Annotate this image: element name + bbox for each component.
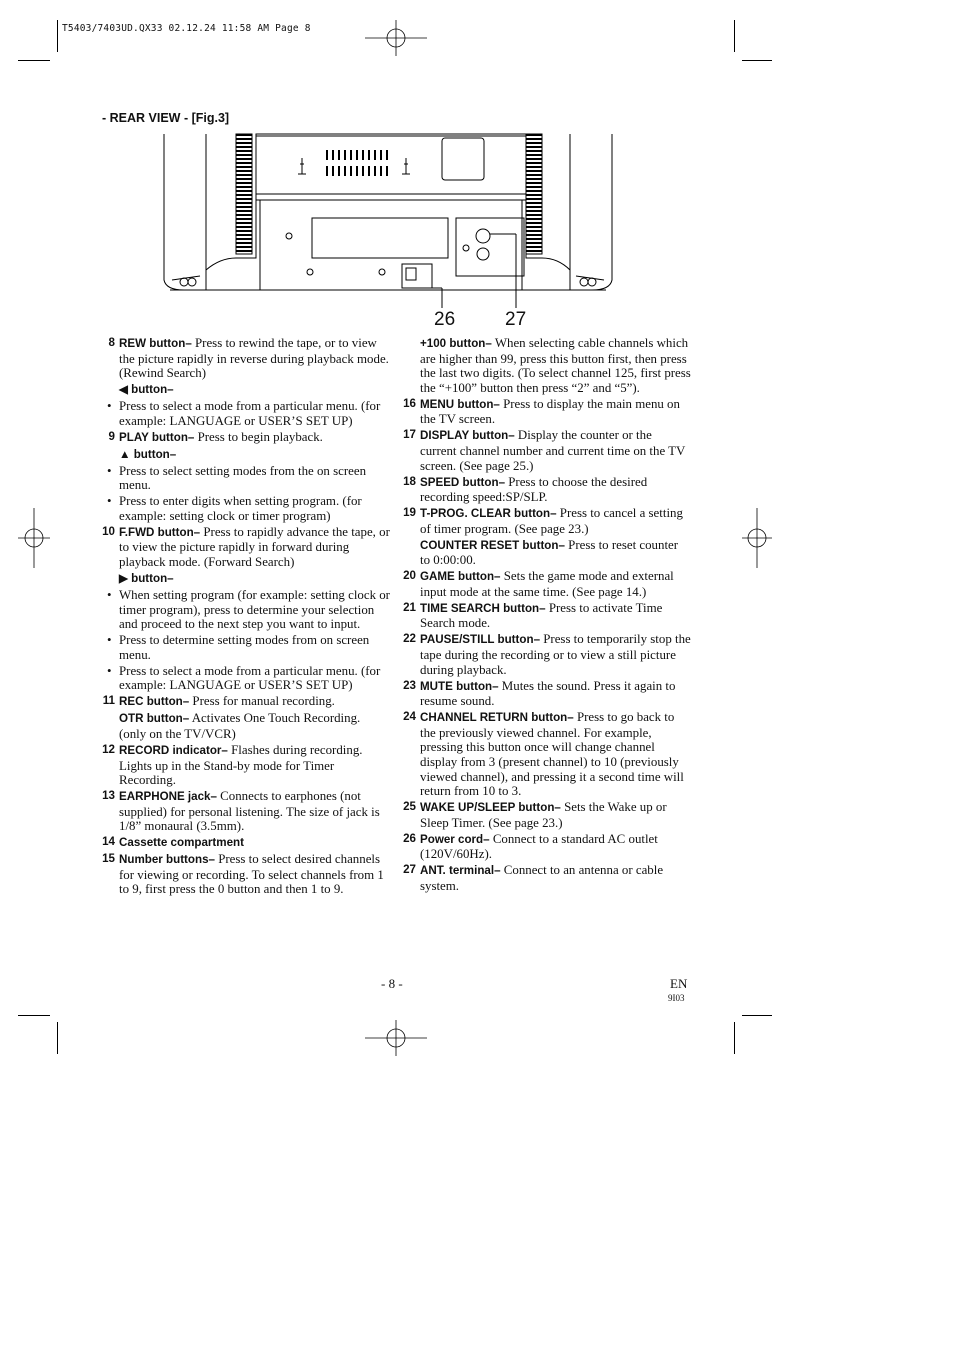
item-17: 17 DISPLAY button– Display the counter or the current channel number and current time on the TV screen. (See page 25.) (403, 428, 686, 473)
item-27: 27 ANT. terminal– Connect to an antenna or cable system. (403, 863, 664, 893)
item-26: 26 Power cord– Connect to a standard AC outlet (120V/60Hz). (403, 831, 658, 862)
right-triangle-icon: ▶ button– (119, 572, 174, 586)
left-column (102, 336, 390, 898)
callout-27: 27 (505, 309, 527, 330)
item-15-plus100: +100 button– When selecting cable channels which are higher than 99, press this button first, then press the last two digits. (To select channel 125, first press the “+100” button then press “2” and “5”). (420, 336, 691, 395)
item-12: 12 RECORD indicator– Flashes during recording. Lights up in the Stand-by mode for Timer Recording. (102, 742, 363, 788)
item-8-left-button (102, 382, 390, 398)
item-8-bullet: • Press to select a mode from a particular menu. (for example: LANGUAGE or USER’S SET UP) (107, 399, 381, 428)
item-25: 25 WAKE UP/SLEEP button– Sets the Wake up or Sleep Timer. (See page 23.) (403, 800, 667, 830)
item-10: 10 F.FWD button– Press to rapidly advance the tape, or to view the picture rapidly in forward during playback mode. (Forward Search) (102, 524, 390, 570)
right-column (403, 336, 691, 895)
item-22: 22 PAUSE/STILL button– Press to temporarily stop the tape during the recording or to view a still picture during playback. (403, 632, 691, 677)
item-13: 13 EARPHONE jack– Connects to earphones (not supplied) for personal listening. The size of jack is 1/8” monaural (3.5mm). (102, 789, 380, 834)
callout-26: 26 (434, 309, 456, 330)
item-10-bullet-1: • When setting program (for example: setting clock or timer program), press to determine your selection and proceed to the next step you want to input. (107, 588, 390, 632)
print-code: 9I03 (668, 993, 685, 1003)
item-11: 11 REC button– Press for manual recording. (102, 694, 335, 709)
printer-slug: T5403/7403UD.QX33 02.12.24 11:58 AM Page 8 (62, 23, 311, 34)
item-10-bullet-2: • Press to determine setting modes from on screen menu. (107, 633, 370, 662)
item-16: 16 MENU button– Press to display the main menu on the TV screen. (403, 396, 680, 427)
section-title: - REAR VIEW - [Fig.3] (102, 111, 230, 125)
language-code: EN (670, 976, 688, 991)
item-23: 23 MUTE button– Mutes the sound. Press it again to resume sound. (403, 678, 676, 709)
item-18: 18 SPEED button– Press to choose the desired recording speed:SP/SLP. (403, 474, 648, 505)
page-number: - 8 - (381, 976, 403, 991)
item-10-right-button (102, 571, 390, 587)
item-19-counter-reset: COUNTER RESET button– Press to reset counter to 0:00:00. (420, 537, 679, 568)
item-9-bullet-2: • Press to enter digits when setting program. (for example: setting clock or timer program) (107, 494, 362, 523)
item-24: 24 CHANNEL RETURN button– Press to go back to the previously viewed channel. For example, pressing this button once will change channel display from 3 (present channel) to 10 (previously viewed channel), and pressing it a second time will return from 10 to 3. (403, 710, 684, 799)
item-9-bullet-1: • Press to select setting modes from the on screen menu. (107, 463, 367, 493)
item-15: 15 Number buttons– Press to select desired channels for viewing or recording. To select channels from 1 to 9, first press the 0 button and then 1 to 9. (102, 852, 384, 897)
rear-view-figure (160, 130, 620, 330)
item-11-otr: OTR button– Activates One Touch Recording. (only on the TV/VCR) (119, 711, 361, 741)
item-20: 20 GAME button– Sets the game mode and external input mode at the same time. (See page 14.) (403, 569, 674, 599)
up-triangle-icon: ▲ button– (119, 447, 177, 461)
left-triangle-icon: ◀ button– (119, 383, 174, 397)
item-14: 14 Cassette compartment (102, 835, 244, 850)
item-10-bullet-3: • Press to select a mode from a particular menu. (for example: LANGUAGE or USER’S SET UP) (107, 663, 381, 693)
item-8: 8 REW button– Press to rewind the tape, or to view the picture rapidly in reverse during playback mode. (Rewind Search) (108, 336, 389, 381)
item-21: 21 TIME SEARCH button– Press to activate Time Search mode. (403, 600, 663, 631)
item-9-up-button (102, 447, 390, 463)
item-19: 19 T-PROG. CLEAR button– Press to cancel a setting of timer program. (See page 23.) (403, 506, 683, 536)
item-9: 9 PLAY button– Press to begin playback. (108, 429, 323, 444)
